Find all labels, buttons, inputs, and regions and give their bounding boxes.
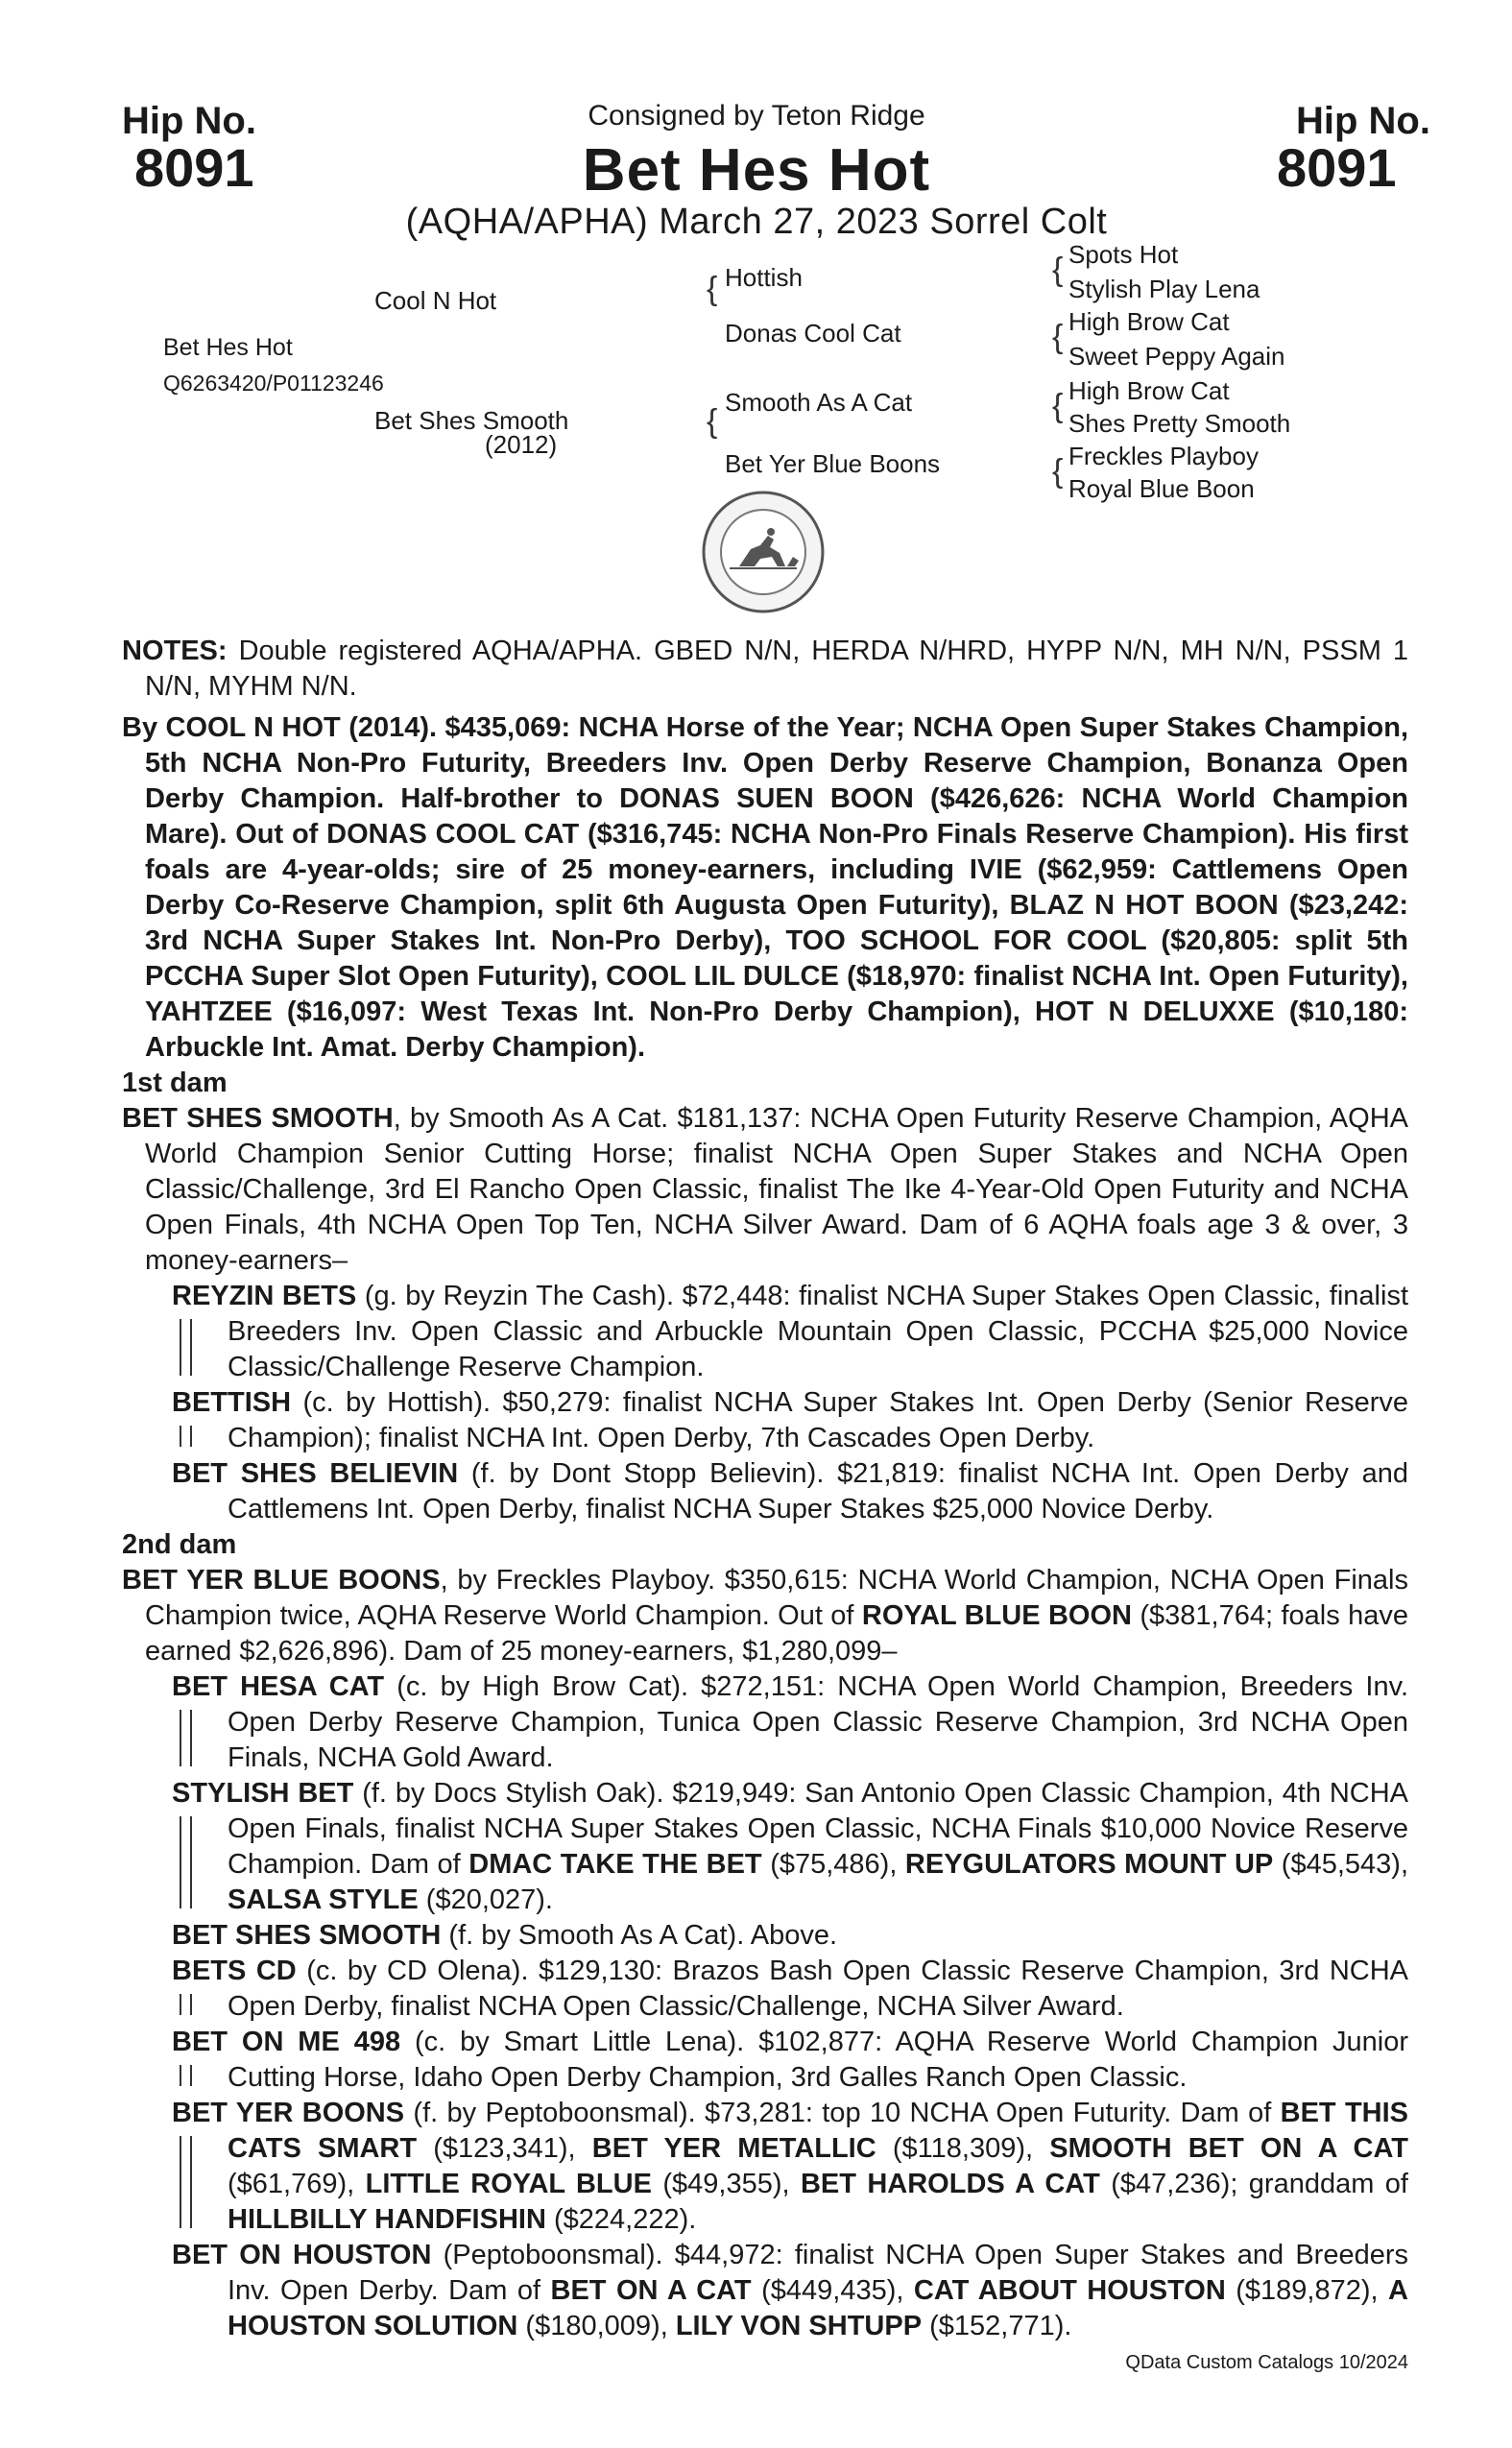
produce-entry	[122, 2025, 1408, 2096]
produce-offspring: LITTLE ROYAL BLUE	[365, 2169, 652, 2199]
produce-marker	[180, 2065, 192, 2086]
produce-text: ($45,543),	[1273, 1849, 1408, 1880]
produce-offspring: BET YER METALLIC	[591, 2133, 876, 2164]
notes-label: NOTES:	[122, 636, 228, 666]
first-dam-paragraph	[122, 1101, 1408, 1279]
produce-text: (f. by Docs Stylish Oak). $219,949: San Antonio Open Classic Champion, 4th NCHA Open Finals, finalist NCHA Super Stakes Open Classic, NCHA Finals $10,000 Novice Reserve Champion. Dam of	[228, 1778, 1409, 1880]
produce-marker	[180, 1816, 192, 1908]
notes-text: Double registered AQHA/APHA. GBED N/N, HERDA N/HRD, HYPP N/N, MH N/N, PSSM 1 N/N, MYHM N/N.	[145, 636, 1408, 702]
pedigree-gg: Spots Hot	[1068, 240, 1179, 269]
pedigree-gg: High Brow Cat	[1068, 376, 1230, 405]
produce-text: ($118,309),	[876, 2133, 1050, 2164]
produce-marker	[180, 1319, 192, 1376]
second-dam-text: ($381,764; foals have earned $2,626,896). Dam of 25 money-earners, $1,280,099–	[145, 1600, 1409, 1667]
produce-text: ($49,355),	[651, 2169, 801, 2199]
produce-text: (f. by Smooth As A Cat). Above.	[441, 1920, 838, 1951]
produce-text: (f. by Peptoboonsmal). $73,281: top 10 NCHA Open Futurity. Dam of	[404, 2098, 1281, 2128]
hip-label-right: Hip No.	[1296, 100, 1430, 142]
pedigree-dam-year: (2012)	[485, 430, 558, 459]
produce-text: (c. by High Brow Cat). $272,151: NCHA Open World Champion, Breeders Inv. Open Derby Reserve Champion, Tunica Open Classic Reserve Champion, 3rd NCHA Open Finals, NCHA Gold Award.	[228, 1671, 1408, 1773]
produce-entry	[122, 1918, 1408, 1954]
produce-name: BETS CD	[172, 1956, 297, 1986]
produce-name: BET HESA CAT	[172, 1671, 385, 1702]
produce-offspring: A HOUSTON SOLUTION	[228, 2275, 1408, 2341]
produce-text: ($123,341),	[417, 2133, 592, 2164]
first-dam-text: , by Smooth As A Cat. $181,137: NCHA Open Futurity Reserve Champion, AQHA World Champion Senior Cutting Horse; finalist NCHA Open Super Stakes and NCHA Open Classic/Challenge, 3rd El Rancho Open Classic, finalist The Ike 4-Year-Old Open Futurity and NCHA Open Finals, 4th NCHA Open Top Ten, NCHA Silver Award. Dam of 6 AQHA foals age 3 & over, 3 money-earners–	[145, 1103, 1408, 1276]
horse-name-title: Bet Hes Hot	[582, 137, 931, 204]
consignor: Consigned by Teton Ridge	[588, 100, 925, 132]
produce-offspring: HILLBILLY HANDFISHIN	[228, 2204, 546, 2235]
produce-text: ($152,771).	[922, 2311, 1072, 2341]
produce-text: ($47,236); granddam of	[1099, 2169, 1408, 2199]
pedigree-gg: Freckles Playboy	[1068, 442, 1259, 470]
produce-text: ($449,435),	[751, 2275, 914, 2306]
pedigree-sire: Cool N Hot	[374, 286, 497, 315]
produce-entry	[122, 1669, 1408, 1776]
produce-offspring: CAT ABOUT HOUSTON	[913, 2275, 1226, 2306]
produce-name: REYZIN BETS	[172, 1281, 357, 1311]
produce-text: (c. by Smart Little Lena). $102,877: AQHA Reserve World Champion Junior Cutting Horse, Idaho Open Derby Champion, 3rd Galles Ranch Open Classic.	[228, 2027, 1408, 2093]
produce-marker	[180, 2136, 192, 2228]
produce-text: ($20,027).	[418, 1884, 553, 1915]
produce-entry	[122, 1456, 1408, 1527]
produce-offspring: BET THIS CATS SMART	[228, 2098, 1409, 2164]
pedigree-dam: Bet Shes Smooth	[374, 406, 569, 435]
produce-entry	[122, 1776, 1408, 1918]
produce-name: STYLISH BET	[172, 1778, 354, 1809]
second-dam-name: BET YER BLUE BOONS	[122, 1565, 441, 1596]
produce-offspring: BET ON A CAT	[550, 2275, 752, 2306]
pedigree-sire-dam: Donas Cool Cat	[725, 319, 901, 348]
produce-name: BETTISH	[172, 1387, 292, 1418]
produce-text: ($180,009),	[517, 2311, 676, 2341]
catalog-body	[122, 634, 1408, 2344]
produce-offspring: DMAC TAKE THE BET	[468, 1849, 762, 1880]
produce-entry	[122, 1385, 1408, 1456]
produce-marker	[180, 1426, 192, 1447]
produce-text: (c. by Hottish). $50,279: finalist NCHA Super Stakes Int. Open Derby (Senior Reserve Champion); finalist NCHA Int. Open Derby, 7th Cascades Open Derby.	[228, 1387, 1408, 1453]
produce-name: BET ON HOUSTON	[172, 2240, 432, 2270]
pedigree-registration: Q6263420/P01123246	[163, 371, 384, 396]
pedigree-sire-sire: Hottish	[725, 263, 803, 292]
produce-text: (g. by Reyzin The Cash). $72,448: finalist NCHA Super Stakes Open Classic, finalist Breeders Inv. Open Classic and Arbuckle Mountain Open Classic, PCCHA $25,000 Novice Classic/Challenge Reserve Champion.	[228, 1281, 1408, 1382]
produce-text: ($189,872),	[1225, 2275, 1389, 2306]
pedigree-gg: High Brow Cat	[1068, 307, 1230, 336]
produce-text: ($75,486),	[761, 1849, 905, 1880]
pedigree-subject: Bet Hes Hot	[163, 334, 293, 361]
second-dam-paragraph	[122, 1563, 1408, 1669]
hip-number-right: 8091	[1277, 137, 1397, 198]
pedigree-brace: {	[1052, 453, 1064, 490]
produce-offspring: BET HAROLDS A CAT	[800, 2169, 1100, 2199]
produce-name: BET ON ME 498	[172, 2027, 401, 2057]
produce-offspring: REYGULATORS MOUNT UP	[904, 1849, 1274, 1880]
notes-paragraph	[122, 634, 1408, 705]
produce-name: BET SHES BELIEVIN	[172, 1458, 459, 1489]
pedigree-gg: Sweet Peppy Again	[1068, 342, 1285, 371]
produce-entry	[122, 1954, 1408, 2025]
footer-credit: QData Custom Catalogs 10/2024	[1125, 2352, 1408, 2373]
produce-entry	[122, 1279, 1408, 1385]
second-dam-dam-name: ROYAL BLUE BOON	[861, 1600, 1132, 1631]
second-dam-heading: 2nd dam	[122, 1529, 237, 1560]
pedigree-gg: Stylish Play Lena	[1068, 275, 1260, 303]
pedigree-gg: Royal Blue Boon	[1068, 474, 1255, 503]
produce-offspring: LILY VON SHTUPP	[675, 2311, 923, 2341]
pedigree-dam-sire: Smooth As A Cat	[725, 388, 913, 417]
produce-text: (c. by CD Olena). $129,130: Brazos Bash Open Classic Reserve Champion, 3rd NCHA Open Derby, finalist NCHA Open Classic/Challenge, NCHA Silver Award.	[228, 1956, 1408, 2022]
produce-entry	[122, 2238, 1408, 2344]
produce-text: ($224,222).	[545, 2204, 697, 2235]
hip-label-left: Hip No.	[122, 100, 256, 142]
pedigree-brace: {	[707, 271, 718, 307]
produce-offspring: SALSA STYLE	[228, 1884, 419, 1915]
pedigree-brace: {	[1052, 319, 1064, 355]
produce-offspring: SMOOTH BET ON A CAT	[1049, 2133, 1408, 2164]
produce-marker	[180, 1710, 192, 1766]
pedigree-gg: Shes Pretty Smooth	[1068, 409, 1291, 438]
produce-text: (f. by Dont Stopp Believin). $21,819: finalist NCHA Int. Open Derby and Cattlemens Int. Open Derby, finalist NCHA Super Stakes $25,000 Novice Derby.	[228, 1458, 1409, 1524]
pedigree-brace: {	[1052, 252, 1064, 288]
produce-text: (Peptoboonsmal). $44,972: finalist NCHA Open Super Stakes and Breeders Inv. Open Derby. Dam of	[228, 2240, 1409, 2306]
first-dam-name: BET SHES SMOOTH	[122, 1103, 394, 1134]
first-dam-heading: 1st dam	[122, 1068, 228, 1098]
produce-name: BET YER BOONS	[172, 2098, 405, 2128]
horse-description: (AQHA/APHA) March 27, 2023 Sorrel Colt	[405, 202, 1108, 242]
hip-number-left: 8091	[134, 137, 254, 198]
produce-name: BET SHES SMOOTH	[172, 1920, 442, 1951]
produce-entry	[122, 2096, 1408, 2238]
second-dam-text: , by Freckles Playboy. $350,615: NCHA World Champion, NCHA Open Finals Champion twice, AQHA Reserve World Champion. Out of	[145, 1565, 1409, 1631]
sire-paragraph: By COOL N HOT (2014). $435,069: NCHA Horse of the Year; NCHA Open Super Stakes Champion, 5th NCHA Non-Pro Futurity, Breeders Inv. Open Derby Reserve Champion, Bonanza Open Derby Champion. Half-brother to DONAS SUEN BOON ($426,626: NCHA World Champion Mare). Out of DONAS COOL CAT ($316,745: NCHA Non-Pro Finals Reserve Champion). His first foals are 4-year-olds; sire of 25 money-earners, including IVIE ($62,959: Cattlemens Open Derby Co-Reserve Champion, split 6th Augusta Open Futurity), BLAZ N HOT BOON ($23,242: 3rd NCHA Super Stakes Int. Non-Pro Derby), TOO SCHOOL FOR COOL ($20,805: split 5th PCCHA Super Slot Open Futurity), COOL LIL DULCE ($18,970: finalist NCHA Int. Open Futurity), YAHTZEE ($16,097: West Texas Int. Non-Pro Derby Champion), HOT N DELUXXE ($10,180: Arbuckle Int. Amat. Derby Champion).	[122, 712, 1408, 1063]
produce-marker	[180, 1994, 192, 2015]
pedigree-dam-dam: Bet Yer Blue Boons	[725, 449, 941, 478]
pedigree-brace: {	[1052, 388, 1064, 424]
pedigree-brace: {	[707, 403, 718, 440]
produce-text: ($61,769),	[228, 2169, 366, 2199]
ncha-seal-icon	[701, 490, 826, 614]
